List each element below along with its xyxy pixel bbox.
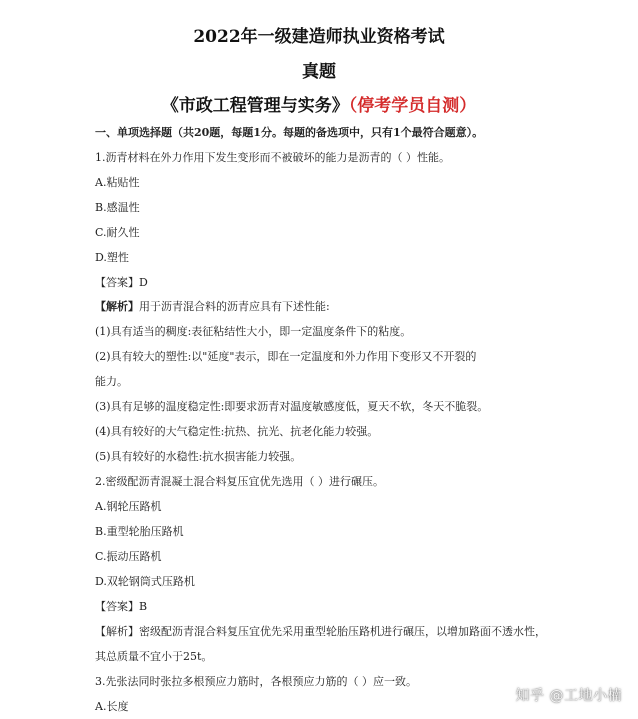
q2-option-d: D.双轮钢筒式压路机	[95, 575, 195, 588]
q2-option-c: C.振动压路机	[95, 550, 162, 563]
q2-analysis	[95, 623, 546, 639]
q1-option-b: B.感温性	[95, 201, 140, 214]
q1-point-4: (4)具有较好的大气稳定性:抗热、抗光、抗老化能力较强。	[95, 425, 379, 438]
q1-analysis-tag: 【解析】	[95, 300, 139, 313]
q1-answer: 【答案】D	[95, 276, 148, 289]
subject-name: 《市政工程管理与实务》	[161, 96, 349, 116]
q1-stem: 1.沥青材料在外力作用下发生变形而不被破坏的能力是沥青的（ ）性能。	[95, 151, 450, 164]
q1-point-2: (2)具有较大的塑性:以"延度"表示，即在一定温度和外力作用下变形又不开裂的	[95, 350, 477, 363]
exam-subtitle: 真题	[302, 62, 336, 82]
q1-analysis	[95, 298, 330, 314]
q2-analysis-line2: 其总质量不宜小于25t。	[95, 650, 213, 663]
section-heading: 一、单项选择题（共20题，每题1分。每题的备选项中，只有1个最符合题意）。	[95, 126, 484, 139]
q2-analysis-tag: 【解析】	[95, 625, 139, 638]
q1-option-c: C.耐久性	[95, 226, 140, 239]
q2-option-a: A.钢轮压路机	[95, 500, 162, 513]
subject-note: （停考学员自测）	[348, 96, 477, 116]
zhihu-watermark: 知乎 @工地小楠	[515, 688, 622, 704]
q1-point-5: (5)具有较好的水稳性:抗水损害能力较强。	[95, 450, 302, 463]
q1-point-1: (1)具有适当的稠度:表征粘结性大小，即一定温度条件下的粘度。	[95, 325, 412, 338]
q2-stem: 2.密级配沥青混凝土混合料复压宜优先选用（ ）进行碾压。	[95, 475, 384, 488]
exam-title: 2022年一级建造师执业资格考试	[193, 27, 445, 47]
q3-stem: 3.先张法同时张拉多根预应力筋时，各根预应力筋的（ ）应一致。	[95, 675, 417, 688]
q1-option-a: A.粘贴性	[95, 176, 140, 189]
subject-title	[0, 91, 638, 116]
q2-option-b: B.重型轮胎压路机	[95, 525, 184, 538]
q1-point-3: (3)具有足够的温度稳定性:即要求沥青对温度敏感度低，夏天不软，冬天不脆裂。	[95, 400, 489, 413]
q1-point-2-cont: 能力。	[95, 375, 128, 388]
q1-option-d: D.塑性	[95, 251, 129, 264]
q2-answer: 【答案】B	[95, 600, 148, 613]
q3-option-a: A.长度	[95, 700, 129, 713]
q2-analysis-line1: 密级配沥青混合料复压宜优先采用重型轮胎压路机进行碾压，以增加路面不透水性，	[139, 625, 546, 638]
q1-analysis-intro: 用于沥青混合料的沥青应具有下述性能:	[139, 300, 330, 313]
